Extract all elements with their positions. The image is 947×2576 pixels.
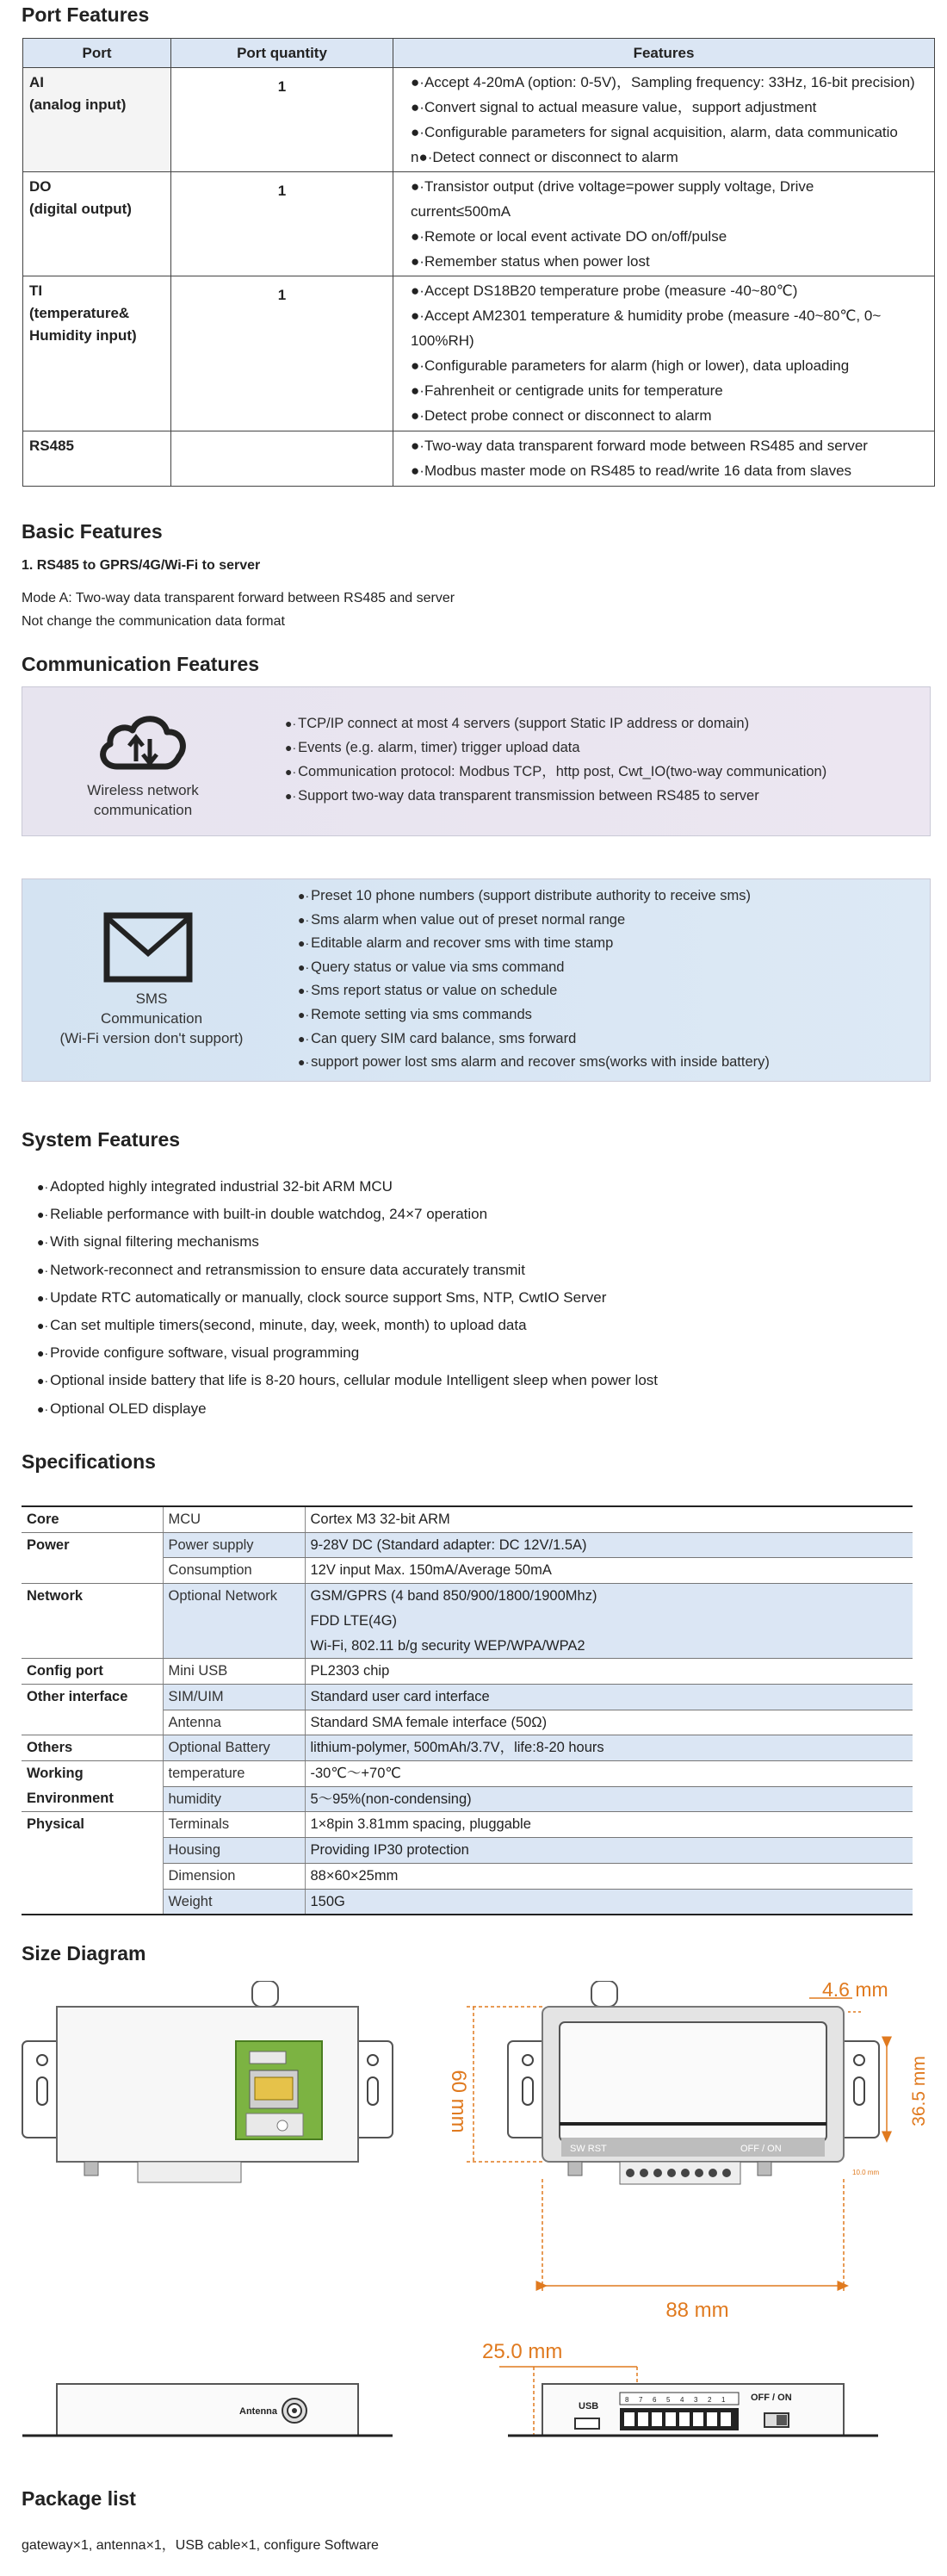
list-item: ●· Optional OLED displaye	[37, 1395, 658, 1423]
table-row: Other interface SIM/UIM Standard user card interface	[22, 1684, 913, 1710]
table-row	[23, 172, 935, 276]
communication-title: Communication Features	[22, 653, 260, 675]
feature-line: ●·Accept 4-20mA (option: 0-5V)，Sampling frequency: 33Hz, 16-bit precision)	[411, 74, 915, 90]
table-row: Dimension 88×60×25mm	[22, 1863, 913, 1889]
table-row	[23, 68, 935, 172]
feature-line: n●·Detect connect or disconnect to alarm	[411, 149, 678, 165]
port-qty	[171, 431, 393, 487]
basic-line: Mode A: Two-way data transparent forward between RS485 and server	[22, 591, 455, 605]
port-features	[393, 172, 935, 276]
list-item: ●· Communication protocol: Modbus TCP，http post, Cwt_IO(two-way communication)	[285, 760, 826, 784]
table-row	[23, 276, 935, 431]
port-qty: 1	[171, 68, 393, 172]
sms-caption: SMS Communication (Wi-Fi version don't support)	[59, 990, 244, 1046]
feature-line: ●·Fahrenheit or centigrade units for temperature	[411, 382, 723, 399]
svg-text:3: 3	[694, 2396, 698, 2404]
list-item: ●· Support two-way data transparent transmission between RS485 to server	[285, 784, 826, 808]
feature-line: ●·Transistor output (drive voltage=power supply voltage, Drive	[411, 178, 814, 195]
sms-feature-list	[298, 885, 770, 1075]
device-top-view-right	[508, 1981, 879, 2184]
feature-line: ●·Modbus master mode on RS485 to read/write 16 data from slaves	[411, 462, 852, 479]
table-row: Config port Mini USB PL2303 chip	[22, 1659, 913, 1685]
size-diagram	[0, 1981, 947, 2472]
panel-right-label: OFF / ON	[740, 2144, 782, 2154]
list-item: ●· Events (e.g. alarm, timer) trigger upload data	[285, 736, 826, 760]
table-row: Working temperature -30℃～+70℃	[22, 1761, 913, 1787]
wireless-caption: Wireless network communication	[87, 782, 199, 818]
list-item: ●· With signal filtering mechanisms	[37, 1228, 658, 1256]
system-features-title: System Features	[22, 1128, 181, 1151]
basic-line: Not change the communication data format	[22, 614, 285, 629]
table-row: Power Power supply 9-28V DC (Standard adapter: DC 12V/1.5A)	[22, 1532, 913, 1558]
svg-text:2: 2	[708, 2396, 712, 2404]
list-item: ●· Adopted highly integrated industrial 32-bit ARM MCU	[37, 1173, 658, 1201]
device-top-view-left	[22, 1981, 393, 2182]
table-row: Others Optional Battery lithium-polymer, 500mAh/3.7V，life:8-20 hours	[22, 1735, 913, 1761]
list-item: ●· TCP/IP connect at most 4 servers (support Static IP address or domain)	[285, 711, 826, 736]
feature-line: ●·Two-way data transparent forward mode between RS485 and server	[411, 438, 868, 454]
table-row: Core MCU Cortex M3 32-bit ARM	[22, 1506, 913, 1532]
feature-line: ●·Convert signal to actual measure value，support adjustment	[411, 99, 817, 115]
table-row: Antenna Standard SMA female interface (50Ω)	[22, 1710, 913, 1735]
table-row: Housing Providing IP30 protection	[22, 1838, 913, 1864]
list-item: ●· Can query SIM card balance, sms forward	[298, 1027, 770, 1052]
list-item: ●· Reliable performance with built-in double watchdog, 24×7 operation	[37, 1201, 658, 1228]
basic-subtitle: 1. RS485 to GPRS/4G/Wi-Fi to server	[22, 558, 261, 573]
table-row: Network Optional Network GSM/GPRS (4 band 850/900/1800/1900Mhz) FDD LTE(4G) Wi-Fi, 802.11 b/g security WEP/WPA/WPA2	[22, 1584, 913, 1659]
size-diagram-title: Size Diagram	[22, 1942, 146, 1965]
feature-line: ●·Accept AM2301 temperature & humidity probe (measure -40~80℃, 0~	[411, 307, 882, 324]
port-name: DO (digital output)	[23, 172, 171, 276]
cloud-upload-download-icon	[91, 705, 195, 782]
list-item: ●· Preset 10 phone numbers (support distribute authority to receive sms)	[298, 885, 770, 909]
specifications-table	[22, 1505, 913, 1915]
port-name: RS485	[23, 431, 171, 487]
panel-left-label: SW RST	[570, 2144, 607, 2154]
table-header-row	[23, 39, 935, 68]
table-row	[23, 431, 935, 487]
feature-line: ●·Configurable parameters for signal acquisition, alarm, data communicatio	[411, 124, 898, 140]
sms-box	[22, 878, 931, 1082]
feature-line: 100%RH)	[411, 332, 474, 349]
svg-text:6: 6	[653, 2396, 657, 2404]
package-list-text: gateway×1, antenna×1，USB cable×1, configure Software	[22, 2538, 379, 2553]
dim-depth-label: 25.0 mm	[482, 2340, 563, 2363]
package-list-title: Package list	[22, 2487, 136, 2510]
table-row: Environment humidity 5～95%(non-condensing)	[22, 1786, 913, 1812]
list-item: ●· Query status or value via sms command	[298, 956, 770, 980]
port-name: TI (temperature& Humidity input)	[23, 276, 171, 431]
envelope-icon	[103, 912, 193, 983]
list-item: ●· Editable alarm and recover sms with time stamp	[298, 932, 770, 956]
device-side-view-right	[508, 2384, 878, 2436]
table-row: Physical Terminals 1×8pin 3.81mm spacing, pluggable	[22, 1812, 913, 1838]
list-item: ●· Can set multiple timers(second, minute, day, week, month) to upload data	[37, 1312, 658, 1339]
specifications-title: Specifications	[22, 1450, 156, 1473]
port-features-table	[22, 38, 935, 487]
col-header-port: Port	[23, 39, 171, 68]
col-header-features: Features	[393, 39, 935, 68]
dim-small-label: 10.0 mm	[852, 2169, 880, 2176]
table-row: Weight 150G	[22, 1889, 913, 1915]
usb-label: USB	[579, 2401, 599, 2412]
list-item: ●· Remote setting via sms commands	[298, 1003, 770, 1027]
switch-label: OFF / ON	[751, 2393, 792, 2403]
svg-text:4: 4	[680, 2396, 684, 2404]
svg-text:8: 8	[625, 2396, 629, 2404]
port-name: AI (analog input)	[23, 68, 171, 172]
wireless-box	[22, 686, 931, 836]
list-item: ●· Update RTC automatically or manually, clock source support Sms, NTP, CwtIO Server	[37, 1284, 658, 1312]
feature-line: ●·Configurable parameters for alarm (high or lower), data uploading	[411, 357, 850, 374]
system-feature-list	[37, 1173, 658, 1423]
port-qty: 1	[171, 172, 393, 276]
svg-text:5: 5	[666, 2396, 671, 2404]
list-item: ●· support power lost sms alarm and recover sms(works with inside battery)	[298, 1051, 770, 1075]
feature-line: current≤500mA	[411, 203, 511, 220]
port-features	[393, 431, 935, 487]
feature-line: ●·Accept DS18B20 temperature probe (measure -40~80℃)	[411, 282, 798, 299]
list-item: ●· Network-reconnect and retransmission to ensure data accurately transmit	[37, 1257, 658, 1284]
feature-line: ●·Remote or local event activate DO on/off/pulse	[411, 228, 727, 245]
dim-inner-label: 36.5 mm	[909, 2056, 929, 2126]
antenna-label: Antenna	[239, 2406, 277, 2417]
dim-top-label: 4.6 mm	[822, 1981, 888, 2001]
list-item: ●· Sms report status or value on schedule	[298, 979, 770, 1003]
dim-width-label: 88 mm	[665, 2299, 729, 2322]
list-item: ●· Optional inside battery that life is 8-20 hours, cellular module Intelligent sleep when power lost	[37, 1367, 658, 1394]
feature-line: ●·Detect probe connect or disconnect to alarm	[411, 407, 712, 424]
wireless-feature-list	[285, 711, 826, 808]
port-qty: 1	[171, 276, 393, 431]
port-features	[393, 276, 935, 431]
list-item: ●· Sms alarm when value out of preset normal range	[298, 909, 770, 933]
list-item: ●· Provide configure software, visual programming	[37, 1339, 658, 1367]
feature-line: ●·Remember status when power lost	[411, 253, 650, 270]
svg-text:1: 1	[721, 2396, 726, 2404]
svg-text:7: 7	[639, 2396, 643, 2404]
dim-height-label: 60 mm	[447, 2070, 470, 2133]
table-row: Consumption 12V input Max. 150mA/Average 50mA	[22, 1558, 913, 1584]
basic-features-title: Basic Features	[22, 520, 163, 543]
col-header-qty: Port quantity	[171, 39, 393, 68]
device-side-view-left	[22, 2384, 393, 2436]
port-features-title: Port Features	[22, 3, 150, 26]
port-features	[393, 68, 935, 172]
